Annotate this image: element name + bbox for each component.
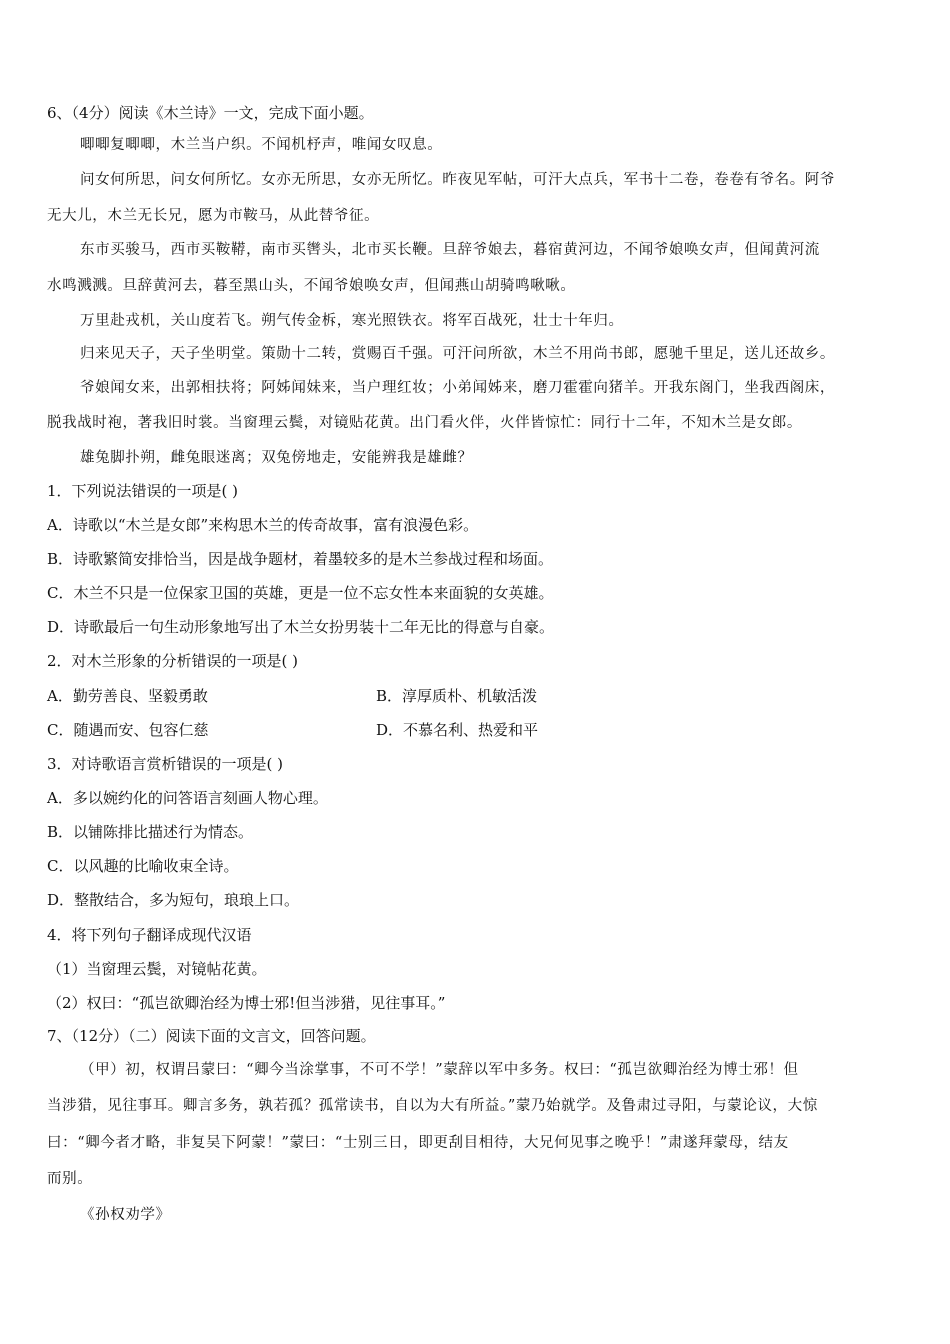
- sub4-part2: （2）权曰：“孤岂欲卿治经为博士邪!但当涉猎，见往事耳。”: [47, 994, 446, 1012]
- source-title: 《孙权劝学》: [80, 1207, 171, 1223]
- sub3-option-d: D．整散结合，多为短句，琅琅上口。: [47, 891, 300, 909]
- classical-text-line: 而别。: [47, 1171, 93, 1187]
- q7-heading: 7、（12分）（二）阅读下面的文言文，回答问题。: [47, 1027, 376, 1045]
- sub4-stem: 4．将下列句子翻译成现代汉语: [47, 926, 252, 944]
- sub2-option-b: B．淳厚质朴、机敏活泼: [376, 687, 538, 705]
- poem-line: 水鸣溅溅。旦辞黄河去，暮至黑山头，不闻爷娘唤女声，但闻燕山胡骑鸣啾啾。: [47, 278, 576, 294]
- sub1-option-a: A．诗歌以“木兰是女郎”来构思木兰的传奇故事，富有浪漫色彩。: [47, 516, 479, 534]
- sub1-option-c: C．木兰不只是一位保家卫国的英雄，更是一位不忘女性本来面貌的女英雄。: [47, 584, 554, 602]
- sub1-option-b: B．诗歌繁简安排恰当，因是战争题材，着墨较多的是木兰参战过程和场面。: [47, 550, 554, 568]
- poem-line: 雄兔脚扑朔，雌兔眼迷离；双兔傍地走，安能辨我是雄雌？: [80, 450, 473, 466]
- poem-line: 归来见天子，天子坐明堂。策勋十二转，赏赐百千强。可汗问所欲，木兰不用尚书郎，愿驰千里足，送儿还故乡。: [80, 346, 835, 362]
- q6-heading: 6、（4分）阅读《木兰诗》一文，完成下面小题。: [47, 104, 374, 122]
- poem-line: 无大儿，木兰无长兄，愿为市鞍马，从此替爷征。: [47, 208, 380, 224]
- poem-line: 脱我战时袍，著我旧时裳。当窗理云鬓，对镜贴花黄。出门看火伴，火伴皆惊忙：同行十二年，不知木兰是女郎。: [47, 415, 802, 431]
- poem-line: 爷娘闻女来，出郭相扶将；阿姊闻妹来，当户理红妆；小弟闻姊来，磨刀霍霍向猪羊。开我东阁门，坐我西阁床，: [80, 380, 835, 396]
- classical-text-line: 当涉猎，见往事耳。卿言多务，孰若孤？孤常读书，自以为大有所益。”蒙乃始就学。及鲁肃过寻阳，与蒙论议，大惊: [47, 1098, 818, 1114]
- sub3-option-b: B．以铺陈排比描述行为情态。: [47, 823, 254, 841]
- sub2-option-d: D．不慕名利、热爱和平: [376, 721, 539, 739]
- poem-line: 万里赴戎机，关山度若飞。朔气传金柝，寒光照铁衣。将军百战死，壮士十年归。: [80, 313, 624, 329]
- sub3-option-c: C．以风趣的比喻收束全诗。: [47, 857, 239, 875]
- sub2-option-a: A．勤劳善良、坚毅勇敢: [47, 687, 208, 705]
- sub1-option-d: D．诗歌最后一句生动形象地写出了木兰女扮男装十二年无比的得意与自豪。: [47, 618, 555, 636]
- sub2-stem: 2．对木兰形象的分析错误的一项是( ): [47, 652, 299, 670]
- poem-line: 唧唧复唧唧，木兰当户织。不闻机杼声，唯闻女叹息。: [80, 137, 443, 153]
- poem-line: 问女何所思，问女何所忆。女亦无所思，女亦无所忆。昨夜见军帖，可汗大点兵，军书十二卷，卷卷有爷名。阿爷: [80, 172, 835, 188]
- classical-text-line: 曰：“卿今者才略，非复吴下阿蒙！”蒙曰：“士别三日，即更刮目相待，大兄何见事之晚乎！”肃遂拜蒙母，结友: [47, 1135, 789, 1151]
- sub1-stem: 1．下列说法错误的一项是( ): [47, 482, 239, 500]
- sub4-part1: （1）当窗理云鬓，对镜帖花黄。: [47, 960, 267, 978]
- classical-text-line: （甲）初，权谓吕蒙曰：“卿今当涂掌事，不可不学！”蒙辞以军中多务。权曰：“孤岂欲卿治经为博士邪！但: [80, 1062, 799, 1078]
- sub3-stem: 3．对诗歌语言赏析错误的一项是( ): [47, 755, 284, 773]
- sub3-option-a: A．多以婉约化的问答语言刻画人物心理。: [47, 789, 328, 807]
- poem-line: 东市买骏马，西市买鞍鞯，南市买辔头，北市买长鞭。旦辞爷娘去，暮宿黄河边，不闻爷娘唤女声，但闻黄河流: [80, 242, 820, 258]
- sub2-option-c: C．随遇而安、包容仁慈: [47, 721, 209, 739]
